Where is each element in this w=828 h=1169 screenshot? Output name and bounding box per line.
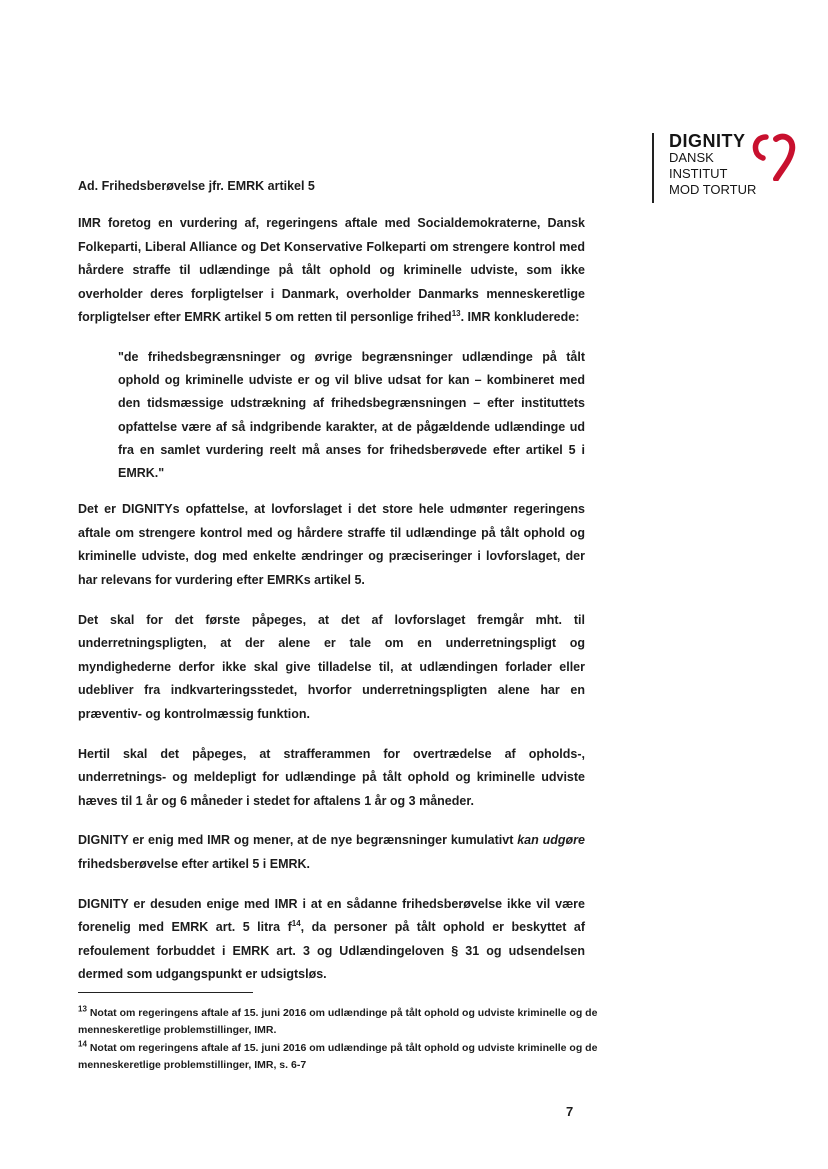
heart-mark-icon [752, 131, 796, 181]
logo-line-1: DANSK [669, 150, 714, 165]
logo-name: DIGNITY [669, 131, 746, 151]
paragraph-3: Det skal for det første påpeges, at det af lovforslaget fremgår mht. til underretningspligten, at der alene er tale om en underretningspligt og myndighederne derfor ikke skal give tilladelse til, at udlændingen forlader eller udebliver fra indkvarteringsstedet, hvorfor underretningspligten alene har en præventiv- og kontrolmæssig funktion. [78, 612, 585, 721]
paragraph-4: Hertil skal det påpeges, at strafferammen for overtrædelse af opholds-, underretnings- og meldepligt for udlændinge på tålt ophold og kriminelle udviste hæves til 1 år og 6 måneder i stedet for aftalens 1 år og 3 måneder. [78, 746, 585, 808]
main-content [78, 177, 585, 1003]
dignity-logo [652, 130, 802, 205]
block-quote: "de frihedsbegrænsninger og øvrige begrænsninger udlændinge på tålt ophold og kriminelle udviste er og vil blive udsat for kan – kombineret med den tidsmæssige udstrækning af frihedsbegrænsningen – efter instituttets opfattelse være af så indgribende karakter, at de pågældende udlændinge ud fra en samlet vurdering reelt må anses for frihedsberøvede efter artikel 5 i EMRK." [118, 349, 585, 480]
footnote-14: $^{14}$ Notat om regeringens aftale af 15. juni 2016 om udlændinge på tålt ophold og udviste kriminelle og de menneskeretlige problemstillinger, IMR, s. 6-7 [78, 1039, 598, 1071]
footnote-separator [78, 992, 253, 993]
logo-line-3: MOD TORTUR [669, 182, 757, 197]
paragraph-6: DIGNITY er desuden enige med IMR i at en sådanne frihedsberøvelse ikke vil være forenelig med EMRK art. 5 litra $f^{14}$, da personer på tålt ophold er beskyttet af refoulement forbuddet i EMRK art. 3 og Udlændingeloven § 31 og udsendelsen dermed som udgangspunkt er udsigtsløs. [78, 896, 585, 982]
emphasis: kan udgøre [517, 833, 585, 848]
paragraph-1: IMR foretog en vurdering af, regeringens aftale med Socialdemokraterne, Dansk Folkeparti, Liberal Alliance og Det Konservative Folkeparti om strengere kontrol med hårdere straffe til udlændinge på tålt ophold og kriminelle udviste, som ikke overholder deres forpligtelser i Danmark, overholder Danmarks menneskeretlige forpligtelser efter EMRK artikel 5 om retten til personlige frihed$^{13}$. IMR konkluderede: [78, 216, 585, 325]
page-number: 7 [566, 1104, 574, 1119]
logo-line-2: INSTITUT [669, 166, 728, 181]
section-heading: Ad. Frihedsberøvelse jfr. EMRK artikel 5 [78, 179, 315, 193]
footnote-13: $^{13}$ Notat om regeringens aftale af 15. juni 2016 om udlændinge på tålt ophold og udviste kriminelle og de menneskeretlige problemstillinger, IMR. [78, 1004, 598, 1036]
logo-divider [652, 133, 654, 203]
footnote-ref-13[interactable]: 13 [451, 309, 461, 319]
footnotes [78, 1005, 598, 1075]
footnote-ref-14[interactable]: 14 [291, 918, 301, 928]
paragraph-5: DIGNITY er enig med IMR og mener, at de nye begrænsninger kumulativt kan udgøre frihedsberøvelse efter artikel 5 i EMRK. [78, 833, 585, 871]
paragraph-2: Det er DIGNITYs opfattelse, at lovforslaget i det store hele udmønter regeringens aftale om strengere kontrol med og hårdere straffe til udlændinge på tålt ophold og kriminelle udviste, dog med enkelte ændringer og præciseringer i lovforslaget, der har relevans for vurdering efter EMRKs artikel 5. [78, 502, 585, 587]
